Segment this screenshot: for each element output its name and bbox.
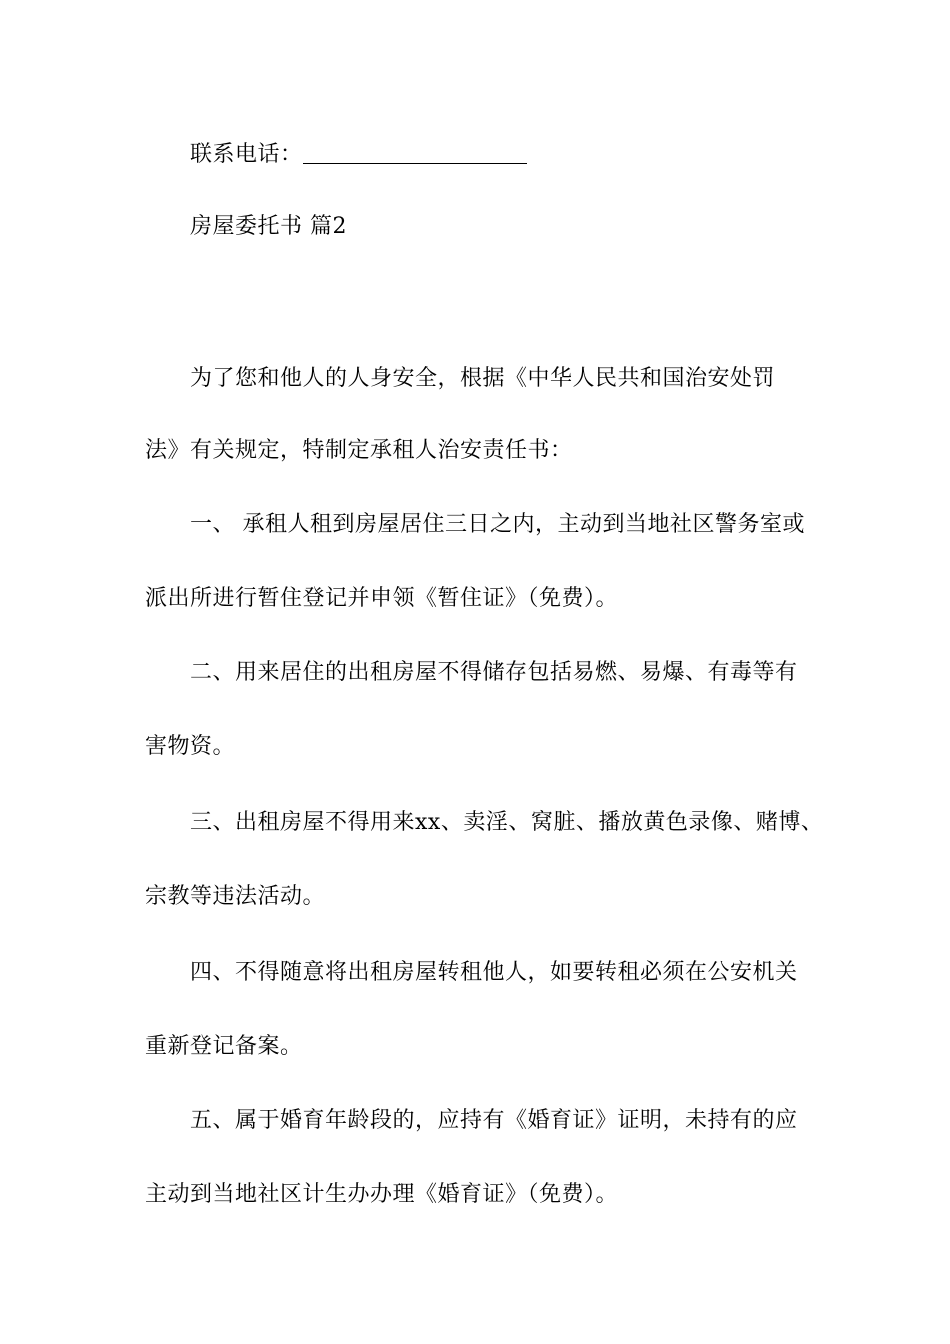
- paragraph-intro-line-2: 法》有关规定，特制定承租人治安责任书：: [145, 438, 573, 463]
- contact-line: [190, 140, 527, 170]
- paragraph-intro-line-1: 为了您和他人的人身安全，根据《中华人民共和国治安处罚: [190, 366, 776, 391]
- contact-label: 联系电话：: [190, 142, 303, 167]
- paragraph-item-2-line-1: 二、用来居住的出租房屋不得储存包括易燃、易爆、有毒等有: [190, 660, 798, 685]
- paragraph-item-2-line-2: 害物资。: [145, 734, 236, 759]
- paragraph-item-3-line-1: 三、出租房屋不得用来xx、卖淫、窝脏、播放黄色录像、赌博、: [190, 810, 824, 835]
- paragraph-item-4-line-2: 重新登记备案。: [145, 1034, 303, 1059]
- paragraph-item-5-line-1: 五、属于婚育年龄段的，应持有《婚育证》证明，未持有的应: [190, 1108, 798, 1133]
- paragraph-item-1-line-2: 派出所进行暂住登记并申领《暂住证》（免费）。: [145, 586, 619, 611]
- section-heading: 房屋委托书 篇2: [190, 214, 347, 239]
- contact-blank-field: [303, 141, 527, 164]
- paragraph-item-1-line-1: 一、 承租人租到房屋居住三日之内，主动到当地社区警务室或: [190, 512, 805, 537]
- paragraph-item-3-line-2: 宗教等违法活动。: [145, 884, 326, 909]
- paragraph-item-4-line-1: 四、不得随意将出租房屋转租他人，如要转租必须在公安机关: [190, 960, 798, 985]
- paragraph-item-5-line-2: 主动到当地社区计生办办理《婚育证》（免费）。: [145, 1182, 619, 1207]
